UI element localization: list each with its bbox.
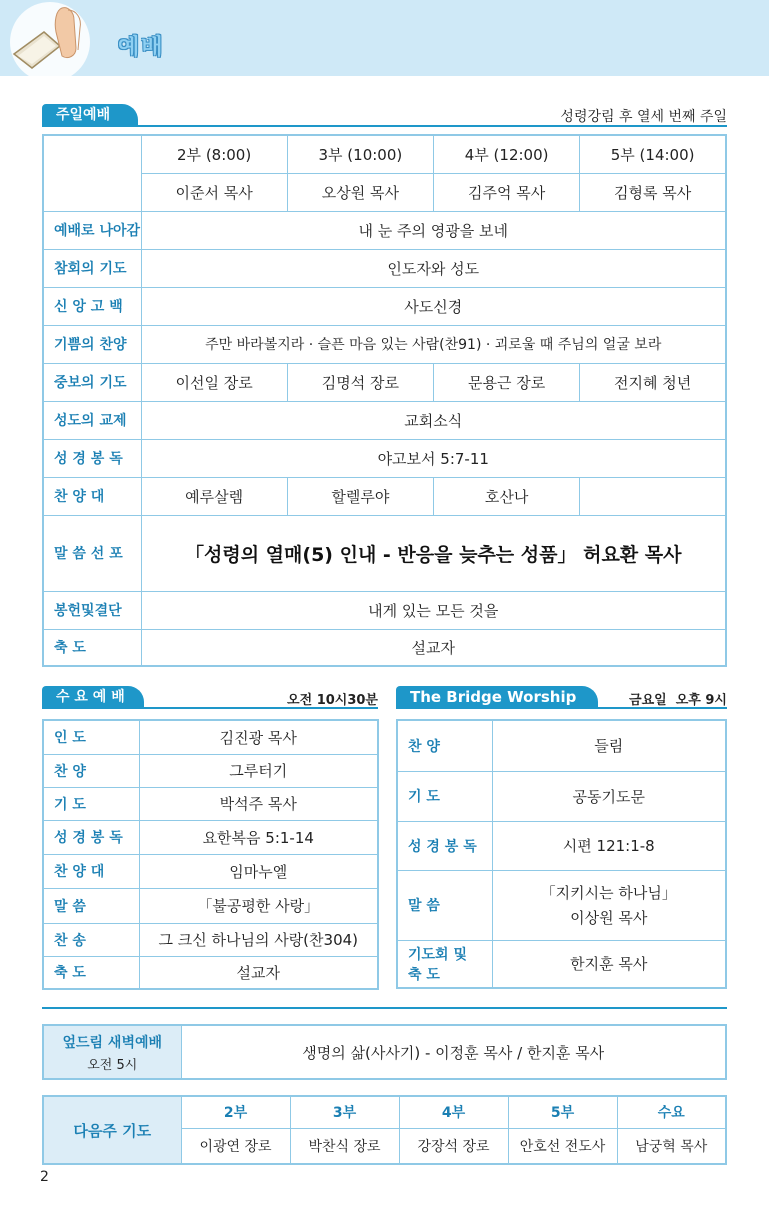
row-value-offering: 내게 있는 모든 것을 <box>141 591 726 629</box>
service-time: 5부 (14:00) <box>580 135 726 173</box>
row-value-benediction: 설교자 <box>141 629 726 666</box>
bridge-value: 공동기도문 <box>492 771 726 821</box>
intercessor: 김명석 장로 <box>287 363 433 401</box>
section-divider <box>42 1007 727 1009</box>
next-prayer-person: 강장석 장로 <box>399 1128 508 1164</box>
service-time: 2부 (8:00) <box>141 135 287 173</box>
wed-value: 임마누엘 <box>139 854 378 888</box>
wed-label: 말 씀 <box>43 888 139 923</box>
row-value-creed: 사도신경 <box>141 287 726 325</box>
bridge-sermon-title: 「지키시는 하나님」 <box>540 884 677 902</box>
sunday-week-note: 성령강림 후 열세 번째 주일 <box>560 109 727 125</box>
next-prayer-header: 수요 <box>617 1096 726 1128</box>
sunday-order-table <box>42 134 727 667</box>
next-prayer-person: 남궁혁 목사 <box>617 1128 726 1164</box>
row-value-scripture: 야고보서 5:7-11 <box>141 439 726 477</box>
row-label-intercession: 중보의 기도 <box>43 363 141 401</box>
bridge-label: 찬 양 <box>397 720 492 771</box>
next-prayer-header: 2부 <box>181 1096 290 1128</box>
wed-value: 요한복음 5:1-14 <box>139 820 378 854</box>
corner-cell <box>43 135 141 211</box>
row-label-sermon: 말 씀 선 포 <box>43 515 141 591</box>
row-label-repent: 참회의 기도 <box>43 249 141 287</box>
bridge-worship-tab: The Bridge Worship <box>396 686 598 708</box>
next-prayer-table <box>42 1095 727 1165</box>
dawn-label-cell <box>43 1025 181 1079</box>
wed-label: 찬 양 대 <box>43 854 139 888</box>
row-label-fellowship: 성도의 교제 <box>43 401 141 439</box>
dawn-value: 생명의 삶(사사기) - 이정훈 목사 / 한지훈 목사 <box>181 1025 726 1079</box>
choir-name: 예루살렘 <box>141 477 287 515</box>
wed-label: 찬 송 <box>43 923 139 956</box>
wed-label: 기 도 <box>43 787 139 820</box>
next-prayer-header: 3부 <box>290 1096 399 1128</box>
bridge-label: 성 경 봉 독 <box>397 821 492 870</box>
wed-value: 그 크신 하나님의 사랑(찬304) <box>139 923 378 956</box>
service-leader: 김형록 목사 <box>580 173 726 211</box>
choir-name: 호산나 <box>434 477 580 515</box>
bridge-value: 들림 <box>492 720 726 771</box>
service-leader: 김주억 목사 <box>434 173 580 211</box>
wed-value: 설교자 <box>139 956 378 989</box>
wed-value: 박석주 목사 <box>139 787 378 820</box>
bridge-label: 말 씀 <box>397 870 492 940</box>
service-time: 3부 (10:00) <box>287 135 433 173</box>
intercessor: 이선일 장로 <box>141 363 287 401</box>
next-prayer-label: 다음주 기도 <box>43 1096 181 1164</box>
service-leader: 이준서 목사 <box>141 173 287 211</box>
row-value-praise: 주만 바라볼지라 · 슬픈 마음 있는 사람(찬91) · 괴로울 때 주님의 얼굴 보라 <box>141 325 726 363</box>
row-label-choir: 찬 양 대 <box>43 477 141 515</box>
page-title: 예배 <box>118 35 165 60</box>
bridge-label-line2: 축 도 <box>408 966 440 983</box>
choir-name: 할렐루야 <box>287 477 433 515</box>
wed-label: 성 경 봉 독 <box>43 820 139 854</box>
bridge-time: 금요일 오후 9시 <box>629 693 727 708</box>
wednesday-order-table <box>42 719 379 990</box>
intercessor: 문용근 장로 <box>434 363 580 401</box>
praying-hands-bible-icon <box>4 2 102 76</box>
bridge-value: 시편 121:1-8 <box>492 821 726 870</box>
bridge-label-line1: 기도회 및 <box>408 946 467 963</box>
bridge-label: 기 도 <box>397 771 492 821</box>
wed-value: 그루터기 <box>139 754 378 787</box>
row-value-fellowship: 교회소식 <box>141 401 726 439</box>
bridge-label <box>397 940 492 988</box>
next-prayer-person: 박찬식 장로 <box>290 1128 399 1164</box>
row-value-sermon: 「성령의 열매(5) 인내 - 반응을 늦추는 성품」 허요환 목사 <box>141 515 726 591</box>
next-prayer-header: 4부 <box>399 1096 508 1128</box>
header-banner <box>0 0 769 76</box>
row-value-repent: 인도자와 성도 <box>141 249 726 287</box>
wed-label: 인 도 <box>43 720 139 754</box>
next-prayer-header: 5부 <box>508 1096 617 1128</box>
sunday-worship-tab: 주일예배 <box>42 104 138 126</box>
row-label-offering: 봉헌및결단 <box>43 591 141 629</box>
next-prayer-person: 이광연 장로 <box>181 1128 290 1164</box>
wed-value: 김진광 목사 <box>139 720 378 754</box>
row-label-benediction: 축 도 <box>43 629 141 666</box>
bridge-sermon-speaker: 이상원 목사 <box>570 909 648 927</box>
row-label-approach: 예배로 나아감 <box>43 211 141 249</box>
row-label-creed: 신 앙 고 백 <box>43 287 141 325</box>
choir-name <box>580 477 726 515</box>
bridge-order-table <box>396 719 727 989</box>
dawn-worship-table <box>42 1024 727 1080</box>
bridge-value: 한지훈 목사 <box>492 940 726 988</box>
row-value-approach: 내 눈 주의 영광을 보네 <box>141 211 726 249</box>
wed-label: 축 도 <box>43 956 139 989</box>
next-prayer-person: 안호선 전도사 <box>508 1128 617 1164</box>
row-label-praise: 기쁨의 찬양 <box>43 325 141 363</box>
dawn-title: 엎드림 새벽예배 <box>62 1034 163 1051</box>
bridge-value <box>492 870 726 940</box>
dawn-time: 오전 5시 <box>87 1057 138 1073</box>
wednesday-time: 오전 10시30분 <box>287 693 378 708</box>
intercessor: 전지혜 청년 <box>580 363 726 401</box>
wednesday-worship-tab: 수 요 예 배 <box>42 686 144 708</box>
service-leader: 오상원 목사 <box>287 173 433 211</box>
service-time: 4부 (12:00) <box>434 135 580 173</box>
page-number: 2 <box>40 1169 49 1185</box>
wed-value: 「불공평한 사랑」 <box>139 888 378 923</box>
row-label-scripture: 성 경 봉 독 <box>43 439 141 477</box>
wed-label: 찬 양 <box>43 754 139 787</box>
